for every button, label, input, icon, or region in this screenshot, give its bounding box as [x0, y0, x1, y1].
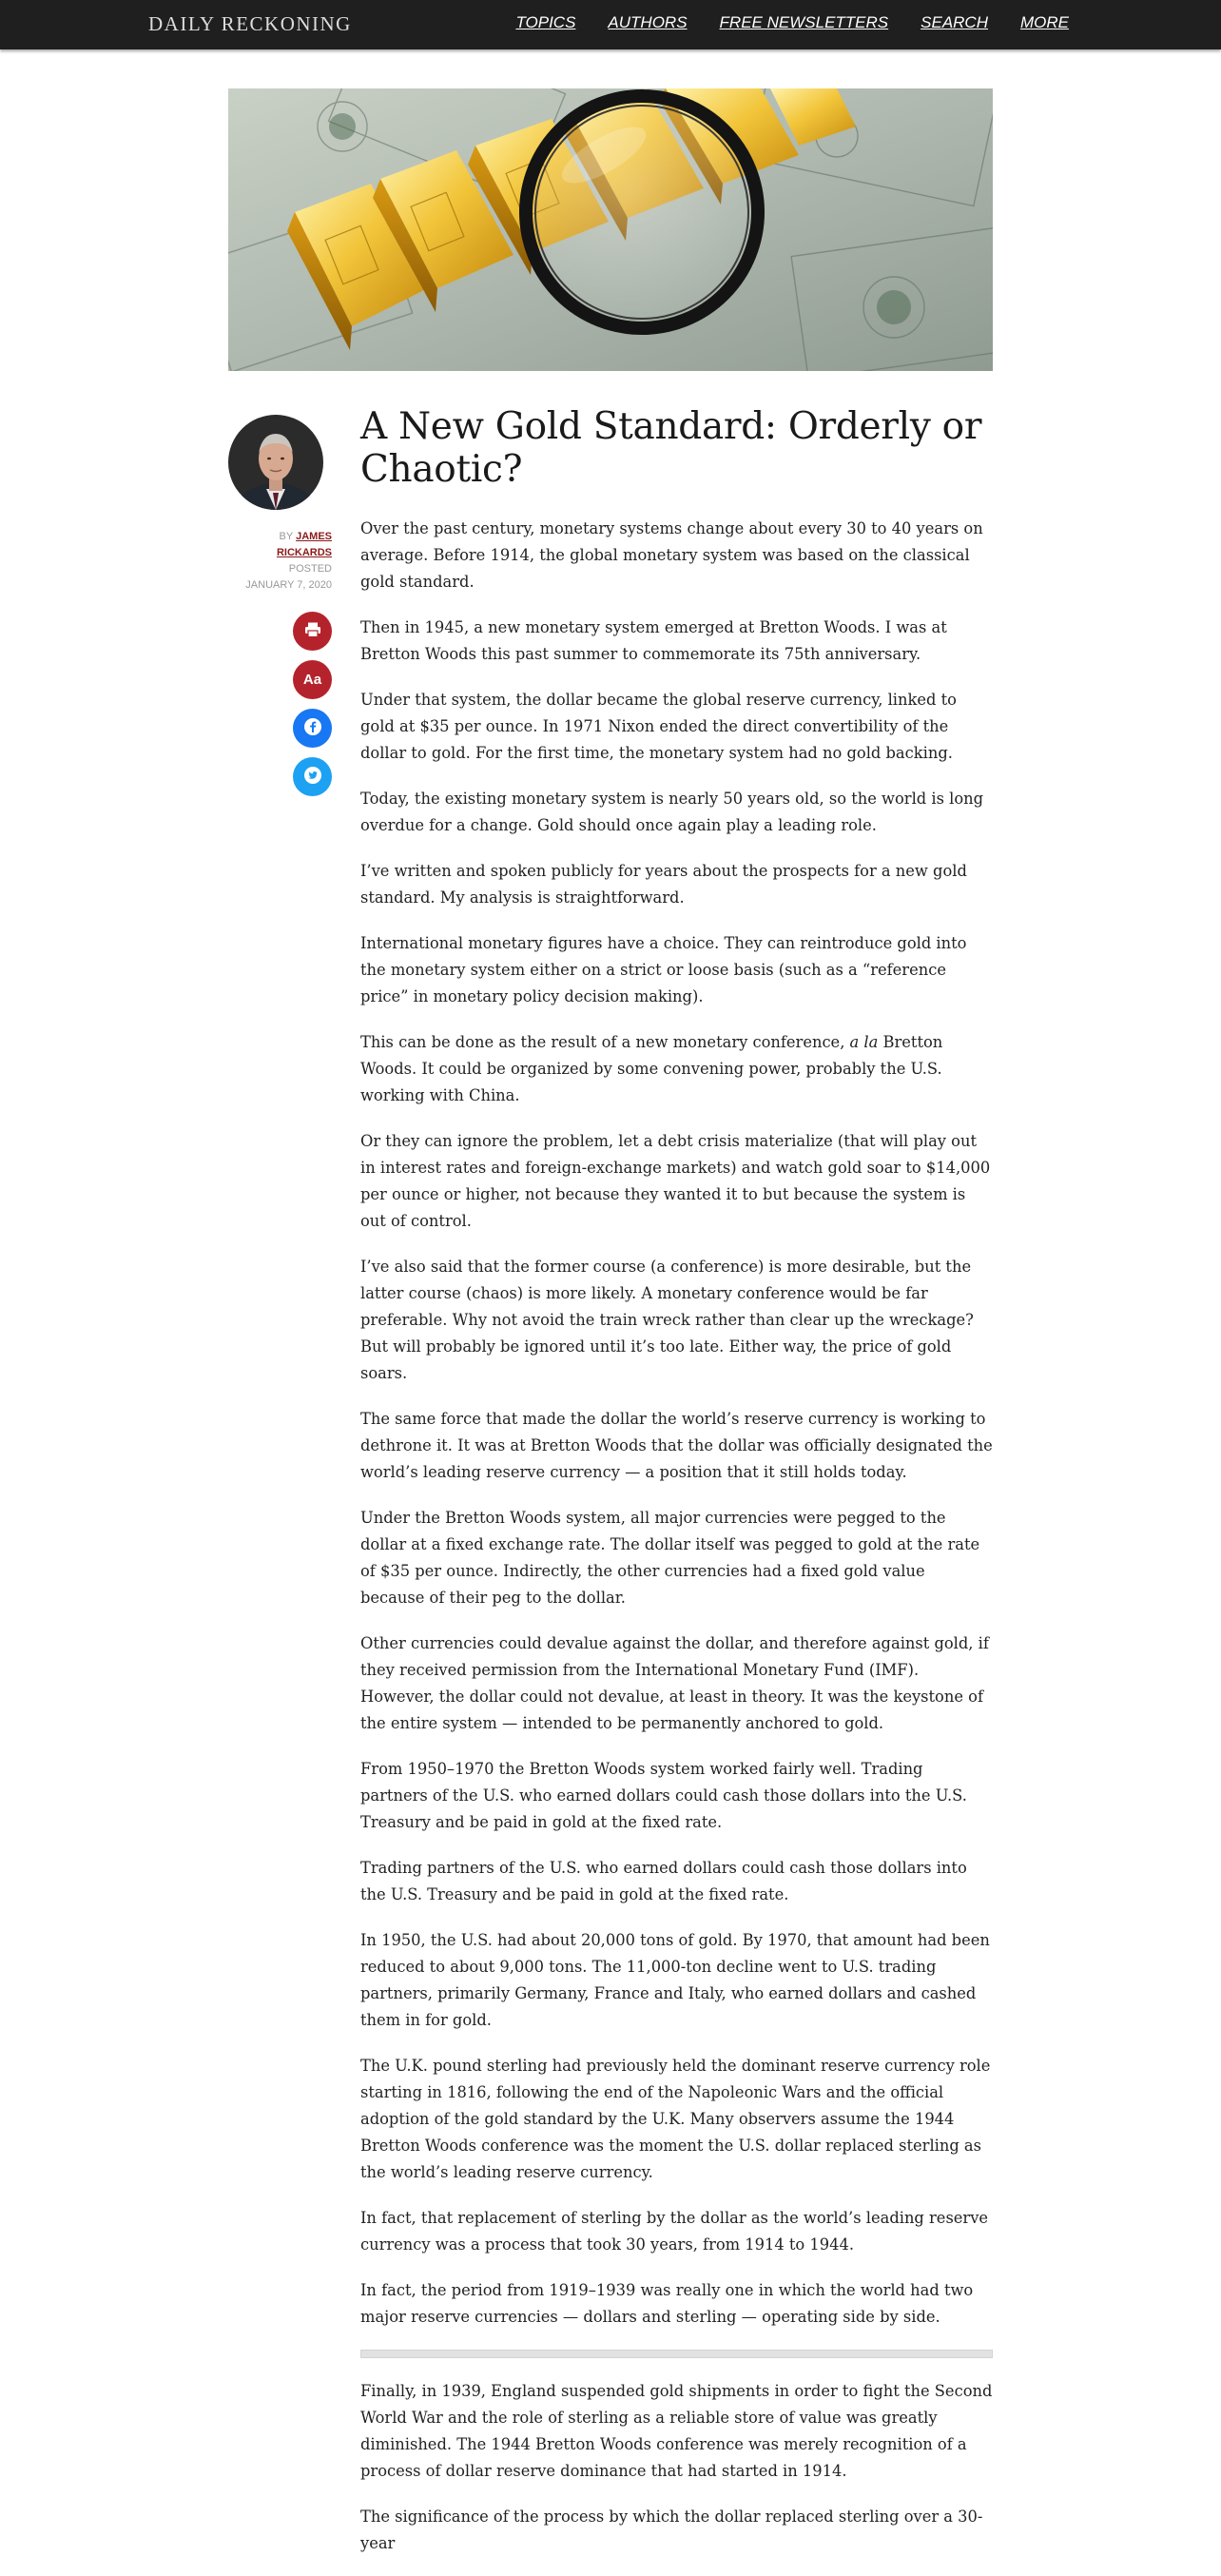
conference-text-after: Bretton Woods. It could be organized by some convening power, probably the U.S. working with China.	[360, 1033, 943, 1104]
article-paragraph: Today, the existing monetary system is nearly 50 years old, so the world is long overdue for a change. Gold should once again play a leading role.	[360, 790, 984, 834]
article-paragraph: From 1950–1970 the Bretton Woods system worked fairly well. Trading partners of the U.S. who earned dollars could cash those dollars into the U.S. Treasury and be paid in gold at the fixed rate.	[360, 1760, 967, 1831]
author-link-first[interactable]: JAMES	[296, 531, 332, 542]
facebook-share-button[interactable]	[293, 709, 332, 748]
print-button[interactable]	[293, 612, 332, 651]
article-paragraph: I’ve also said that the former course (a conference) is more desirable, but the latter course (chaos) is more likely. A monetary conference would be far preferable. Why not avoid the train wreck rather than clear up the wreckage? But will probably be ignored until it’s too late. Either way, the price of gold soars.	[360, 1258, 974, 1382]
posted-label: POSTED	[288, 563, 332, 575]
article-paragraph: The U.K. pound sterling had previously held the dominant reserve currency role starting in 1816, following the end of the Napoleonic Wars and the official adoption of the gold standard by the U.K. Many observers assume the 1944 Bretton Woods conference was the moment the U.S. dollar replaced sterling as the world’s leading reserve currency.	[360, 2057, 991, 2181]
print-icon	[304, 621, 321, 642]
article-paragraph: International monetary figures have a choice. They can reintroduce gold into the monetary system either on a strict or loose basis (such as a “reference price” in monetary policy decision making).	[360, 934, 967, 1005]
nav-more[interactable]: MORE	[1020, 13, 1069, 31]
article-title: A New Gold Standard: Orderly or Chaotic?	[360, 405, 982, 491]
font-size-button[interactable]	[293, 660, 332, 699]
nav-authors[interactable]: AUTHORS	[608, 13, 688, 31]
article-paragraph: The significance of the process by which the dollar replaced sterling over a 30-year	[360, 2508, 983, 2552]
article-paragraph: In fact, the period from 1919–1939 was really one in which the world had two major reserve currencies — dollars and sterling — operating side by side.	[360, 2281, 974, 2326]
byline-author-line	[190, 529, 332, 545]
content-divider	[360, 2350, 993, 2358]
site-logo[interactable]: DAILY RECKONING	[148, 12, 352, 35]
article-paragraph: In fact, that replacement of sterling by the dollar as the world’s leading reserve currency was a process that took 30 years, from 1914 to 1944.	[360, 2209, 989, 2254]
twitter-icon	[303, 766, 322, 789]
conference-text-italic: a la	[849, 1033, 879, 1051]
twitter-share-button[interactable]	[293, 757, 332, 796]
article-paragraph: Or they can ignore the problem, let a debt crisis materialize (that will play out in interest rates and foreign-exchange markets) and watch gold soar to $14,000 per ounce or higher, not because they wanted it to but because the system is out of control.	[360, 1132, 991, 1230]
facebook-icon	[303, 717, 322, 740]
article-paragraph-conference	[360, 1029, 993, 1109]
author-link-last[interactable]: RICKARDS	[276, 547, 332, 558]
post-date: JANUARY 7, 2020	[245, 579, 332, 591]
article-paragraph: In 1950, the U.S. had about 20,000 tons of gold. By 1970, that amount had been reduced to about 9,000 tons. The 11,000-ton decline went to U.S. trading partners, primarily Germany, France and Italy, who earned dollars and cashed them in for gold.	[360, 1931, 990, 2029]
nav-topics[interactable]: TOPICS	[515, 13, 576, 31]
article-body	[360, 405, 993, 2576]
article-paragraph: Over the past century, monetary systems change about every 30 to 40 years on average. Before 1914, the global monetary system was based on the classical gold standard.	[360, 519, 983, 591]
article-paragraph: Under that system, the dollar became the global reserve currency, linked to gold at $35 per ounce. In 1971 Nixon ended the direct convertibility of the dollar to gold. For the first time, the monetary system had no gold backing.	[360, 691, 957, 762]
nav-free-newsletters[interactable]: FREE NEWSLETTERS	[719, 13, 889, 31]
article-paragraph: Other currencies could devalue against the dollar, and therefore against gold, if they received permission from the International Monetary Fund (IMF). However, the dollar could not devalue, at least in theory. It was the keystone of the entire system — intended to be permanently anchored to gold.	[360, 1634, 989, 1732]
nav-search[interactable]: SEARCH	[921, 13, 988, 31]
article-paragraph: Under the Bretton Woods system, all major currencies were pegged to the dollar at a fixed exchange rate. The dollar itself was pegged to gold at the rate of $35 per ounce. Indirectly, the other currencies had a fixed gold value because of their peg to the dollar.	[360, 1509, 980, 1607]
author-avatar[interactable]	[228, 415, 323, 510]
article-paragraph: The same force that made the dollar the world’s reserve currency is working to dethrone it. It was at Bretton Woods that the dollar was officially designated the world’s leading reserve currency — a position that it still holds today.	[360, 1410, 993, 1481]
article-paragraph: Trading partners of the U.S. who earned dollars could cash those dollars into the U.S. Treasury and be paid in gold at the fixed rate.	[360, 1859, 967, 1903]
by-label: BY	[279, 531, 294, 542]
main-nav	[515, 13, 1069, 32]
byline	[190, 529, 332, 594]
article-paragraph: Finally, in 1939, England suspended gold shipments in order to fight the Second World War and the role of sterling as a reliable store of value was greatly diminished. The 1944 Bretton Woods conference was merely recognition of a process of dollar reserve dominance that had started in 1914.	[360, 2382, 993, 2480]
article-paragraph: Then in 1945, a new monetary system emerged at Bretton Woods. I was at Bretton Woods this past summer to commemorate its 75th anniversary.	[360, 618, 947, 663]
top-nav-bar	[0, 0, 1221, 49]
hero-image	[228, 88, 993, 371]
article-paragraph: I’ve written and spoken publicly for years about the prospects for a new gold standard. My analysis is straightforward.	[360, 862, 967, 907]
font-size-label: Aa	[302, 672, 322, 688]
conference-text-before: This can be done as the result of a new monetary conference,	[360, 1033, 850, 1051]
